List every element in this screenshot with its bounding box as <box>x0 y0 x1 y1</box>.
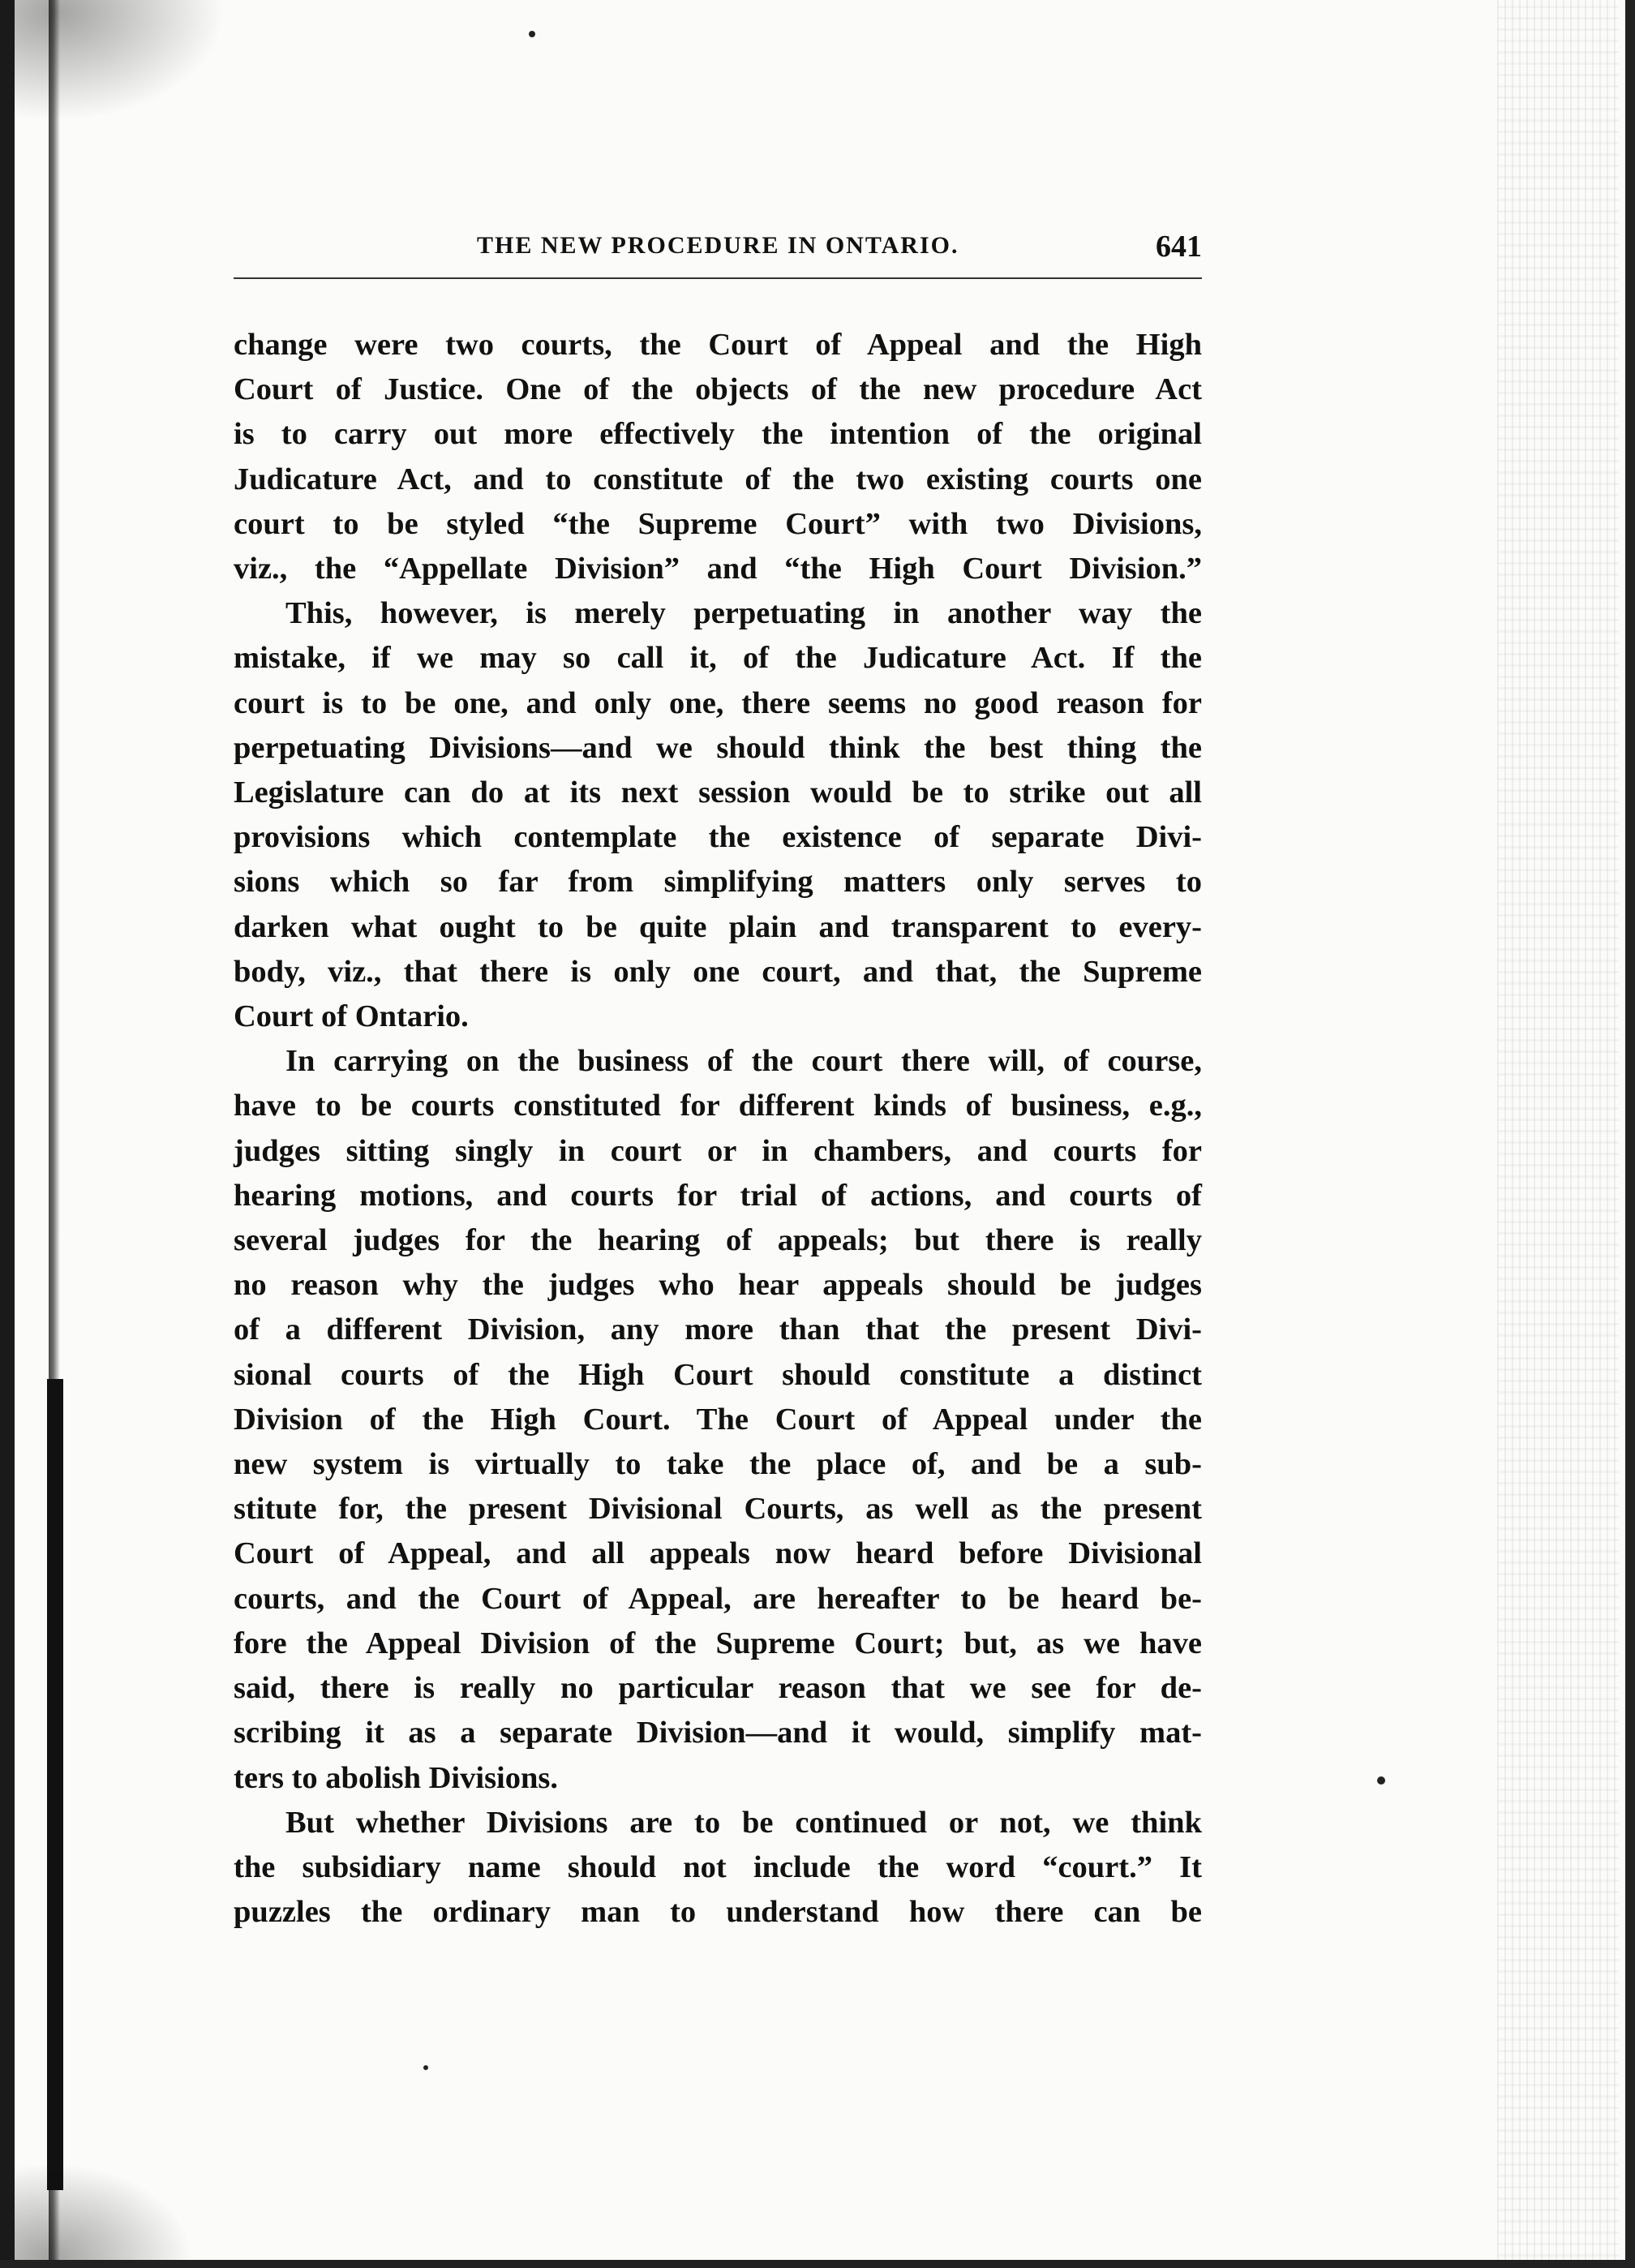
text-line: Judicature Act, and to constitute of the two existing courts one <box>234 462 1202 496</box>
speck <box>423 2065 428 2070</box>
scan-corner-bottom-left <box>15 2163 193 2268</box>
paragraph-1 <box>234 323 1202 591</box>
text-line: of a different Division, any more than that the present Divi- <box>234 1312 1202 1347</box>
text-line: mistake, if we may so call it, of the Judicature Act. If the <box>234 641 1202 676</box>
text-line: is to carry out more effectively the intention of the original <box>234 417 1202 452</box>
page-number: 641 <box>1156 230 1202 264</box>
body-text <box>234 323 1202 1935</box>
text-line: In carrying on the business of the court there will, of course, <box>285 1044 1202 1079</box>
text-line: hearing motions, and courts for trial of actions, and courts of <box>234 1178 1202 1213</box>
text-line: several judges for the hearing of appeals; but there is really <box>234 1223 1202 1258</box>
scan-edge-right <box>1625 0 1635 2268</box>
text-line: scribing it as a separate Division—and it would, simplify mat- <box>234 1716 1202 1750</box>
text-line: sional courts of the High Court should constitute a distinct <box>234 1357 1202 1392</box>
text-line: darken what ought to be quite plain and transparent to every- <box>234 909 1202 944</box>
text-line: perpetuating Divisions—and we should think the best thing the <box>234 730 1202 765</box>
paragraph-3 <box>234 1039 1202 1800</box>
text-line: Legislature can do at its next session would be to strike out all <box>234 775 1202 810</box>
text-line: ters to abolish Divisions. <box>234 1760 559 1795</box>
text-line: have to be courts constituted for different kinds of business, e.g., <box>234 1089 1202 1123</box>
text-line: courts, and the Court of Appeal, are hereafter to be heard be- <box>234 1581 1202 1616</box>
text-line: But whether Divisions are to be continued or not, we think <box>285 1805 1202 1840</box>
text-line: Division of the High Court. The Court of Appeal under the <box>234 1402 1202 1437</box>
scan-noise-right <box>1497 0 1619 2268</box>
text-line: judges sitting singly in court or in chambers, and courts for <box>234 1133 1202 1168</box>
paragraph-2 <box>234 591 1202 1039</box>
text-line: no reason why the judges who hear appeals should be judges <box>234 1268 1202 1303</box>
text-line: Court of Justice. One of the objects of the new procedure Act <box>234 372 1202 407</box>
speck <box>1377 1776 1385 1785</box>
scan-corner-top-left <box>15 0 225 122</box>
text-line: court is to be one, and only one, there seems no good reason for <box>234 685 1202 720</box>
text-line: sions which so far from simplifying matters only serves to <box>234 865 1202 900</box>
text-line: stitute for, the present Divisional Courts, as well as the present <box>234 1492 1202 1527</box>
text-line: change were two courts, the Court of Appeal and the High <box>234 328 1202 362</box>
text-line: Court of Appeal, and all appeals now heard before Divisional <box>234 1536 1202 1571</box>
text-line: the subsidiary name should not include the word “court.” It <box>234 1849 1202 1884</box>
paragraph-4 <box>234 1801 1202 1935</box>
text-line: Court of Ontario. <box>234 999 469 1034</box>
text-line: said, there is really no particular reason that we see for de- <box>234 1671 1202 1706</box>
scan-bar-left <box>47 1379 63 2190</box>
scan-edge-left <box>0 0 15 2268</box>
page-header <box>234 229 1202 279</box>
speck <box>529 31 535 37</box>
text-line: provisions which contemplate the existence of separate Divi- <box>234 820 1202 855</box>
text-line: viz., the “Appellate Division” and “the High Court Division.” <box>234 552 1202 586</box>
text-line: body, viz., that there is only one court, and that, the Supreme <box>234 954 1202 989</box>
text-line: fore the Appeal Division of the Supreme Court; but, as we have <box>234 1626 1202 1660</box>
running-head: THE NEW PROCEDURE IN ONTARIO. <box>477 232 959 259</box>
text-line: This, however, is merely perpetuating in another way the <box>285 596 1202 631</box>
text-line: new system is virtually to take the place of, and be a sub- <box>234 1447 1202 1482</box>
scan-edge-bottom <box>0 2260 1635 2268</box>
text-line: court to be styled “the Supreme Court” with two Divisions, <box>234 506 1202 541</box>
text-line: puzzles the ordinary man to understand how there can be <box>234 1895 1202 1930</box>
